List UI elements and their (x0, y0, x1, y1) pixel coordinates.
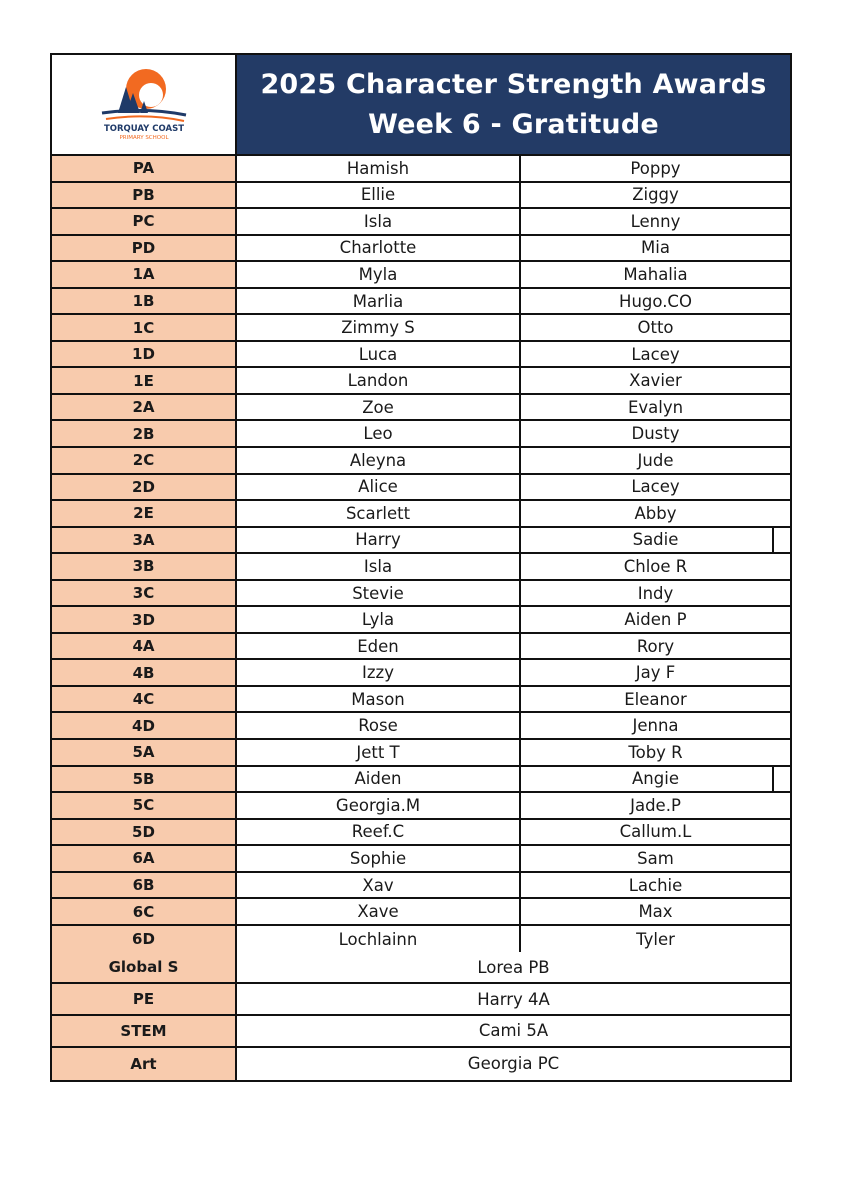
award-name-2: Jenna (632, 716, 679, 736)
specialist-award-name: Georgia PC (467, 1054, 560, 1074)
table-row (52, 581, 790, 608)
award-name-1: Eden (237, 634, 521, 659)
class-code: 3C (52, 581, 237, 606)
class-rows (52, 156, 790, 952)
page-subtitle: Week 6 - Gratitude (368, 108, 659, 140)
award-name-2: Poppy (630, 158, 681, 178)
class-code: 5D (52, 820, 237, 845)
award-name-1: Reef.C (237, 820, 521, 845)
table-row (52, 315, 790, 342)
specialist-award-name: Lorea PB (477, 957, 550, 977)
class-code: 5C (52, 793, 237, 818)
class-code: 4D (52, 713, 237, 738)
award-name-2: Chloe R (623, 556, 688, 576)
table-row (52, 740, 790, 767)
award-name-2: Abby (634, 503, 677, 523)
school-logo-cell (52, 55, 237, 154)
award-name-2: Sam (637, 848, 674, 868)
class-code: 6A (52, 846, 237, 871)
class-code: 5A (52, 740, 237, 765)
table-row (52, 687, 790, 714)
page-title: 2025 Character Strength Awards (260, 68, 767, 100)
class-code: 2B (52, 421, 237, 446)
class-code: 1E (52, 368, 237, 393)
table-row (52, 262, 790, 289)
logo-name-line1: TORQUAY COAST (103, 123, 184, 134)
table-row (52, 713, 790, 740)
class-code: PB (52, 183, 237, 208)
award-name-1: Isla (237, 554, 521, 579)
award-name-1: Alice (237, 475, 521, 500)
award-name-1: Ellie (237, 183, 521, 208)
award-name-1: Zoe (237, 395, 521, 420)
specialist-row (52, 1016, 790, 1048)
class-code: 1C (52, 315, 237, 340)
class-code: 5B (52, 767, 237, 792)
award-name-2: Hugo.CO (619, 291, 692, 311)
table-row (52, 767, 790, 794)
award-name-1: Mason (237, 687, 521, 712)
award-name-2: Rory (636, 636, 675, 656)
award-name-1: Harry (237, 528, 521, 553)
class-code: PC (52, 209, 237, 234)
table-row (52, 873, 790, 900)
award-name-2: Tyler (636, 929, 675, 949)
award-name-2: Jay F (635, 663, 676, 683)
table-row (52, 209, 790, 236)
award-name-1: Stevie (237, 581, 521, 606)
award-name-1: Zimmy S (237, 315, 521, 340)
specialist-row (52, 1048, 790, 1080)
award-name-1: Lyla (237, 607, 521, 632)
specialist-row (52, 984, 790, 1016)
award-name-1: Xave (237, 899, 521, 924)
award-name-1: Aleyna (237, 448, 521, 473)
award-name-2: Evalyn (627, 397, 684, 417)
award-name-1: Jett T (237, 740, 521, 765)
specialist-subject: Global S (52, 952, 237, 982)
table-row (52, 368, 790, 395)
class-code: 3A (52, 528, 237, 553)
award-name-2: Lachie (628, 875, 683, 895)
specialist-subject: PE (52, 984, 237, 1014)
award-name-2: Ziggy (632, 185, 679, 205)
table-row (52, 793, 790, 820)
award-name-1: Izzy (237, 660, 521, 685)
award-name-2: Toby R (628, 742, 683, 762)
table-row (52, 926, 790, 953)
class-code: 6B (52, 873, 237, 898)
table-row (52, 395, 790, 422)
class-code: 4B (52, 660, 237, 685)
class-code: 2E (52, 501, 237, 526)
table-row (52, 554, 790, 581)
specialist-award-name: Harry 4A (477, 989, 550, 1009)
table-row (52, 528, 790, 555)
specialist-subject: Art (52, 1048, 237, 1080)
class-code: 2D (52, 475, 237, 500)
table-row (52, 236, 790, 263)
award-name-2: Jude (637, 450, 674, 470)
specialist-subject: STEM (52, 1016, 237, 1046)
award-name-1: Myla (237, 262, 521, 287)
award-name-1: Sophie (237, 846, 521, 871)
award-name-2: Aiden P (624, 610, 687, 630)
award-name-1: Luca (237, 342, 521, 367)
award-name-2: Lacey (631, 477, 680, 497)
class-code: PA (52, 156, 237, 181)
class-code: 1D (52, 342, 237, 367)
class-code: 1B (52, 289, 237, 314)
award-name-2: Lenny (630, 211, 681, 231)
award-name-1: Landon (237, 368, 521, 393)
table-row (52, 660, 790, 687)
award-name-2: Xavier (629, 371, 682, 391)
award-name-2: Mia (641, 238, 670, 258)
award-name-2: Sadie (521, 528, 790, 553)
specialist-row (52, 952, 790, 984)
award-name-2: Lacey (631, 344, 680, 364)
award-name-1: Charlotte (237, 236, 521, 261)
class-code: 1A (52, 262, 237, 287)
award-name-2: Eleanor (624, 689, 687, 709)
award-name-1: Marlia (237, 289, 521, 314)
table-row (52, 289, 790, 316)
awards-table (50, 53, 792, 1082)
award-name-1: Lochlainn (237, 926, 521, 953)
table-row (52, 421, 790, 448)
table-row (52, 634, 790, 661)
title-cell (237, 55, 790, 154)
table-row (52, 475, 790, 502)
award-name-2: Angie (521, 767, 790, 792)
class-code: 6D (52, 926, 237, 953)
award-name-1: Rose (237, 713, 521, 738)
award-name-2: Mahalia (623, 264, 688, 284)
class-code: PD (52, 236, 237, 261)
table-row (52, 607, 790, 634)
award-name-2: Indy (637, 583, 674, 603)
table-row (52, 501, 790, 528)
award-name-1: Georgia.M (237, 793, 521, 818)
class-code: 4A (52, 634, 237, 659)
class-code: 2C (52, 448, 237, 473)
logo-name-line2: PRIMARY SCHOOL (118, 134, 169, 141)
school-logo (96, 65, 192, 145)
award-name-1: Scarlett (237, 501, 521, 526)
award-name-2: Jade.P (630, 795, 681, 815)
table-row (52, 448, 790, 475)
class-code: 2A (52, 395, 237, 420)
table-row (52, 846, 790, 873)
award-name-1: Xav (237, 873, 521, 898)
specialist-rows (52, 952, 790, 1079)
table-row (52, 342, 790, 369)
award-name-1: Leo (237, 421, 521, 446)
table-row (52, 899, 790, 926)
specialist-award-name: Cami 5A (478, 1021, 549, 1041)
table-row (52, 156, 790, 183)
award-name-2: Callum.L (619, 822, 692, 842)
award-name-1: Hamish (237, 156, 521, 181)
award-name-2: Max (638, 902, 673, 922)
table-row (52, 820, 790, 847)
table-row (52, 183, 790, 210)
award-name-2: Otto (637, 318, 674, 338)
class-code: 3D (52, 607, 237, 632)
award-name-1: Isla (237, 209, 521, 234)
table-header (52, 55, 790, 156)
class-code: 3B (52, 554, 237, 579)
award-name-1: Aiden (237, 767, 521, 792)
award-name-2: Dusty (631, 424, 680, 444)
class-code: 4C (52, 687, 237, 712)
class-code: 6C (52, 899, 237, 924)
